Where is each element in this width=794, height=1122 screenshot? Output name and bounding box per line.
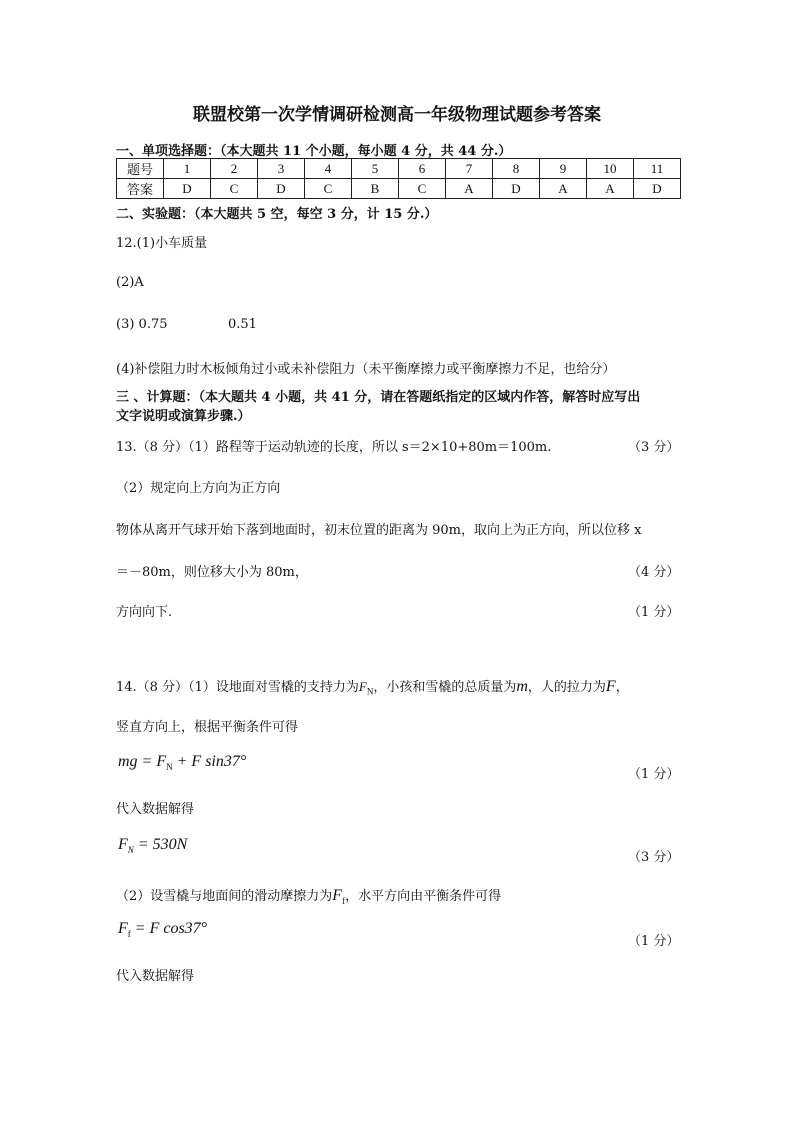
eq-part: + F sin37° <box>172 753 247 770</box>
q13-line4-score: （4 分） <box>628 565 680 580</box>
table-cell: A <box>587 179 634 199</box>
row-label-answer: 答案 <box>117 179 164 199</box>
q13-line1: 13.（8 分）（1）路程等于运动轨迹的长度，所以 s＝2×10+80m＝100m. <box>116 440 552 455</box>
symbol-m: m <box>516 678 528 695</box>
q14-text: ，小孩和雪橇的总质量为 <box>373 680 517 695</box>
symbol-text: F <box>358 679 367 694</box>
table-cell: 3 <box>258 159 305 179</box>
eq-part: F <box>118 920 128 937</box>
q14-text: ，水平方向由平衡条件可得 <box>345 889 502 904</box>
q13-line3: 物体从离开气球开始下落到地面时，初末位置的距离为 90m，取向上为正方向，所以位移 x <box>116 523 642 538</box>
section3-heading-line2: 文字说明或演算步骤.） <box>116 409 251 424</box>
q13-line2: （2）规定向上方向为正方向 <box>116 481 281 496</box>
symbol-ff <box>332 887 346 907</box>
q13-line1-score: （3 分） <box>628 440 680 455</box>
table-cell: B <box>352 179 399 199</box>
table-cell: A <box>540 179 587 199</box>
q13-line4: ＝－80m，则位移大小为 80m， <box>116 565 308 580</box>
table-cell: 11 <box>634 159 681 179</box>
symbol-f: F <box>605 678 616 695</box>
q14-line4 <box>116 885 501 906</box>
eq-part: F <box>118 836 128 853</box>
eq-part: = 530N <box>133 836 188 853</box>
table-cell: 2 <box>211 159 258 179</box>
row-label-number: 题号 <box>117 159 164 179</box>
eq-sub: N <box>127 845 134 856</box>
q12-part3b: 0.51 <box>228 317 257 332</box>
symbol-fn <box>358 679 374 697</box>
q12-part3a: (3) 0.75 <box>116 317 168 332</box>
symbol-text: F <box>332 887 343 904</box>
table-cell: 5 <box>352 159 399 179</box>
q14-line2: 竖直方向上，根据平衡条件可得 <box>116 720 299 735</box>
table-cell: 7 <box>446 159 493 179</box>
table-cell: D <box>258 179 305 199</box>
table-cell: D <box>493 179 540 199</box>
q14-text: ， <box>615 680 629 695</box>
table-cell: C <box>399 179 446 199</box>
section2-heading: 二、实验题：（本大题共 5 空，每空 3 分，计 15 分.） <box>116 207 438 222</box>
page-title: 联盟校第一次学情调研检测高一年级物理试题参考答案 <box>193 105 601 125</box>
equation-3 <box>118 920 207 939</box>
table-cell: C <box>211 179 258 199</box>
eq-sub: N <box>166 762 173 773</box>
table-cell: D <box>634 179 681 199</box>
symbol-sub: f <box>342 896 346 907</box>
table-cell: 10 <box>587 159 634 179</box>
table-cell: D <box>164 179 211 199</box>
q14-line5: 代入数据解得 <box>116 969 195 984</box>
table-cell: 9 <box>540 159 587 179</box>
q14-line1 <box>116 676 629 697</box>
q12-part1: 12.(1)小车质量 <box>116 236 208 251</box>
table-cell: 1 <box>164 159 211 179</box>
table-row-answers <box>117 179 681 199</box>
table-cell: C <box>305 179 352 199</box>
eq-part: = F cos37° <box>130 920 208 937</box>
symbol-sub: N <box>366 686 374 697</box>
equation-1 <box>118 753 246 772</box>
equation-3-score: （1 分） <box>628 934 680 949</box>
table-cell: 6 <box>399 159 446 179</box>
q12-part2: (2)A <box>116 275 144 290</box>
eq-part: mg = F <box>118 753 167 770</box>
eq-sub: f <box>127 929 131 940</box>
q13-line5: 方向向下. <box>116 605 173 620</box>
q12-part4: (4)补偿阻力时木板倾角过小或未补偿阻力（未平衡摩擦力或平衡摩擦力不足，也给分） <box>116 362 616 377</box>
section3-heading-line1: 三 、计算题：（本大题共 4 小题，共 41 分，请在答题纸指定的区域内作答，解答时应写出 <box>116 390 641 405</box>
table-cell: 8 <box>493 159 540 179</box>
answer-table <box>116 158 681 199</box>
table-row-numbers <box>117 159 681 179</box>
equation-2-score: （3 分） <box>628 850 680 865</box>
q14-text: 14.（8 分）（1）设地面对雪橇的支持力为 <box>116 680 359 695</box>
q13-line5-score: （1 分） <box>628 605 680 620</box>
section1-heading: 一、单项选择题：（本大题共 11 个小题，每小题 4 分，共 44 分.） <box>116 144 512 159</box>
q14-text: ，人的拉力为 <box>527 680 606 695</box>
q14-text: （2）设雪橇与地面间的滑动摩擦力为 <box>116 889 333 904</box>
table-cell: A <box>446 179 493 199</box>
equation-1-score: （1 分） <box>628 767 680 782</box>
equation-2 <box>118 836 187 855</box>
table-cell: 4 <box>305 159 352 179</box>
q14-line3: 代入数据解得 <box>116 802 195 817</box>
